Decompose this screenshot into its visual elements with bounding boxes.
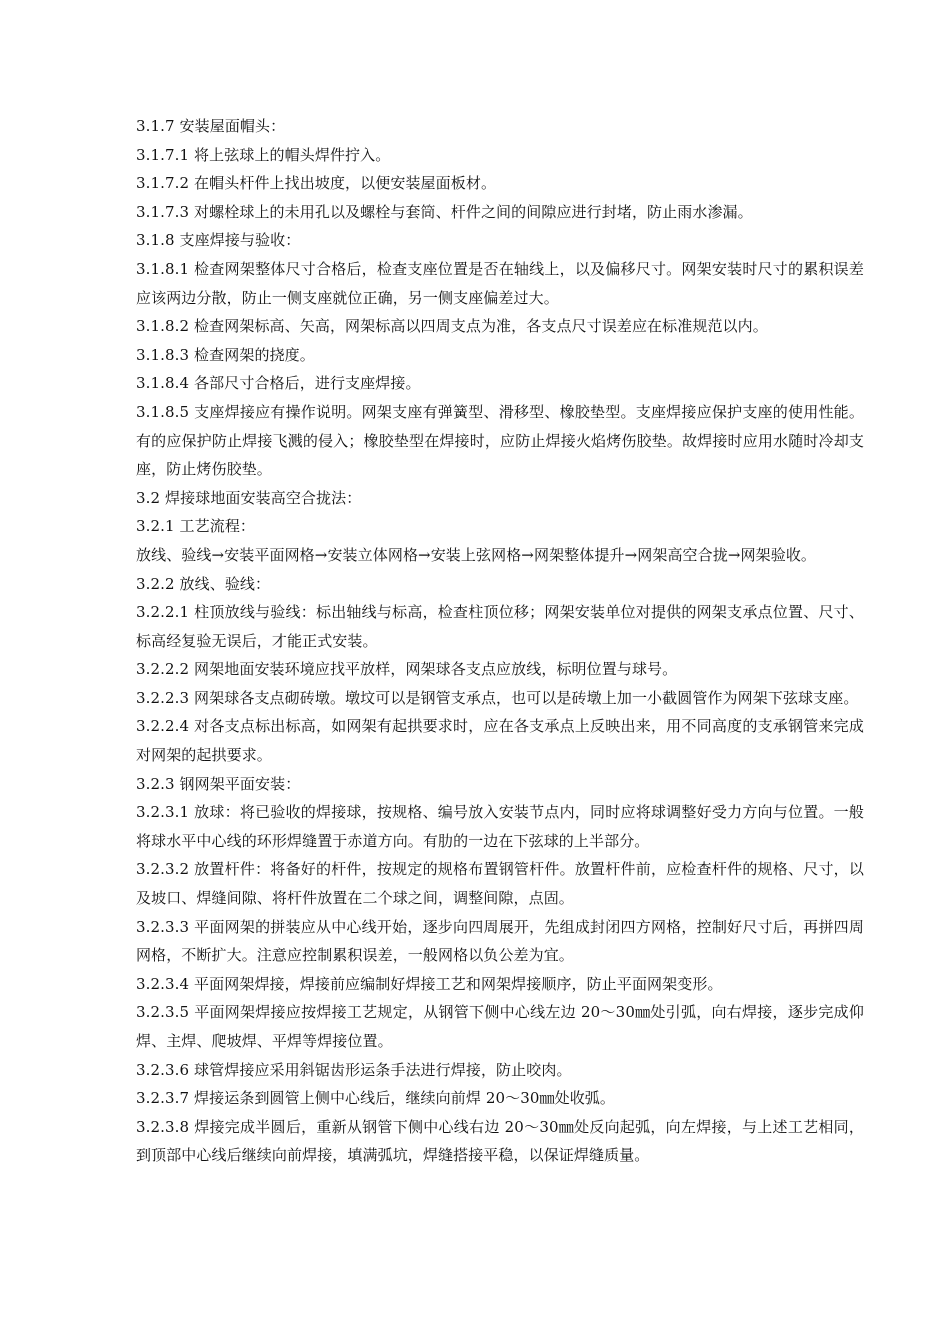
paragraph-3-2-3-7: 3.2.3.7 焊接运条到圆管上侧中心线后，继续向前焊 20～30㎜处收弧。: [136, 1089, 615, 1108]
paragraph-3-2-3-8: 3.2.3.8 焊接完成半圆后，重新从钢管下侧中心线右边 20～30㎜处反向起弧，向左焊接，与上述工艺相同，到顶部中心线后继续向前焊接，填满弧坑，焊缝搭接平稳，以保证焊缝质量。: [136, 1117, 864, 1165]
paragraph-3-1-7-1: 3.1.7.1 将上弦球上的帽头焊件拧入。: [136, 145, 391, 164]
paragraph-3-1-7-3: 3.1.7.3 对螺栓球上的未用孔以及螺栓与套筒、杆件之间的间隙应进行封堵，防止雨水渗漏。: [136, 202, 753, 221]
paragraph-3-2-3-6: 3.2.3.6 球管焊接应采用斜锯齿形运条手法进行焊接，防止咬肉。: [136, 1060, 572, 1079]
paragraph-3-2-3-1: 3.2.3.1 放球：将已验收的焊接球，按规格、编号放入安装节点内，同时应将球调整好受力方向与位置。一般将球水平中心线的环形焊缝置于赤道方向。有肋的一边在下弦球的上半部分。: [136, 803, 864, 850]
paragraph-3-2-3-2: 3.2.3.2 放置杆件：将备好的杆件，按规定的规格布置钢管杆件。放置杆件前，应检查杆件的规格、尺寸，以及坡口、焊缝间隙、将杆件放置在二个球之间，调整间隙，点固。: [136, 860, 864, 908]
paragraph-3-2-3-4: 3.2.3.4 平面网架焊接，焊接前应编制好焊接工艺和网架焊接顺序，防止平面网架变形。: [136, 974, 723, 993]
paragraph-3-2-3-3: 3.2.3.3 平面网架的拼装应从中心线开始，逐步向四周展开，先组成封闭四方网格，控制好尺寸后，再拼四周网格，不断扩大。注意应控制累积误差，一般网格以负公差为宜。: [136, 917, 864, 965]
paragraph-3-2-2-1: 3.2.2.1 柱顶放线与验线：标出轴线与标高，检查柱顶位移；网架安装单位对提供的网架支承点位置、尺寸、标高经复验无误后，才能正式安装。: [136, 603, 864, 650]
paragraph-3-1-8-5: 3.1.8.5 支座焊接应有操作说明。网架支座有弹簧型、滑移型、橡胶垫型。支座焊接应保护支座的使用性能。有的应保护防止焊接飞溅的侵入；橡胶垫型在焊接时，应防止焊接火焰烤伤胶垫。故焊接时应用水随时冷却支座，防止烤伤胶垫。: [136, 402, 864, 479]
paragraph-3-2-2-3: 3.2.2.3 网架球各支点砌砖墩。墩坟可以是钢管支承点，也可以是砖墩上加一小截圆管作为网架下弦球支座。: [136, 688, 859, 707]
paragraph-3-1-8-2: 3.1.8.2 检查网架标高、矢高，网架标高以四周支点为准，各支点尺寸误差应在标准规范以内。: [136, 317, 768, 336]
paragraph-3-2-3: 3.2.3 钢网架平面安装：: [136, 774, 301, 793]
paragraph-3-1-7: 3.1.7 安装屋面帽头：: [136, 117, 286, 135]
paragraph-3-2-2-4: 3.2.2.4 对各支点标出标高，如网架有起拱要求时，应在各支承点上反映出来，用不同高度的支承钢管来完成对网架的起拱要求。: [136, 717, 864, 765]
paragraph-3-2-2: 3.2.2 放线、验线：: [136, 574, 271, 593]
paragraph-3-1-8-1: 3.1.8.1 检查网架整体尺寸合格后，检查支座位置是否在轴线上，以及偏移尺寸。网架安装时尺寸的累积误差应该两边分散，防止一侧支座就位正确，另一侧支座偏差过大。: [136, 259, 864, 307]
document-body: [136, 112, 864, 1170]
paragraph-3-2-1: 3.2.1 工艺流程：: [136, 517, 256, 536]
paragraph-3-2: 3.2 焊接球地面安装高空合拢法：: [136, 488, 362, 507]
paragraph-3-1-8: 3.1.8 支座焊接与验收：: [136, 231, 301, 250]
paragraph-process-flow: 放线、验线→安装平面网格→安装立体网格→安装上弦网格→网架整体提升→网架高空合拢→网架验收。: [136, 545, 817, 564]
paragraph-3-2-3-5: 3.2.3.5 平面网架焊接应按焊接工艺规定，从钢管下侧中心线左边 20～30㎜处引弧，向右焊接，逐步完成仰焊、主焊、爬坡焊、平焊等焊接位置。: [136, 1003, 864, 1050]
paragraph-3-1-8-3: 3.1.8.3 检查网架的挠度。: [136, 345, 315, 364]
paragraph-3-1-8-4: 3.1.8.4 各部尺寸合格后，进行支座焊接。: [136, 374, 421, 393]
paragraph-3-2-2-2: 3.2.2.2 网架地面安装环境应找平放样，网架球各支点应放线，标明位置与球号。: [136, 660, 678, 679]
paragraph-3-1-7-2: 3.1.7.2 在帽头杆件上找出坡度，以便安装屋面板材。: [136, 174, 497, 193]
